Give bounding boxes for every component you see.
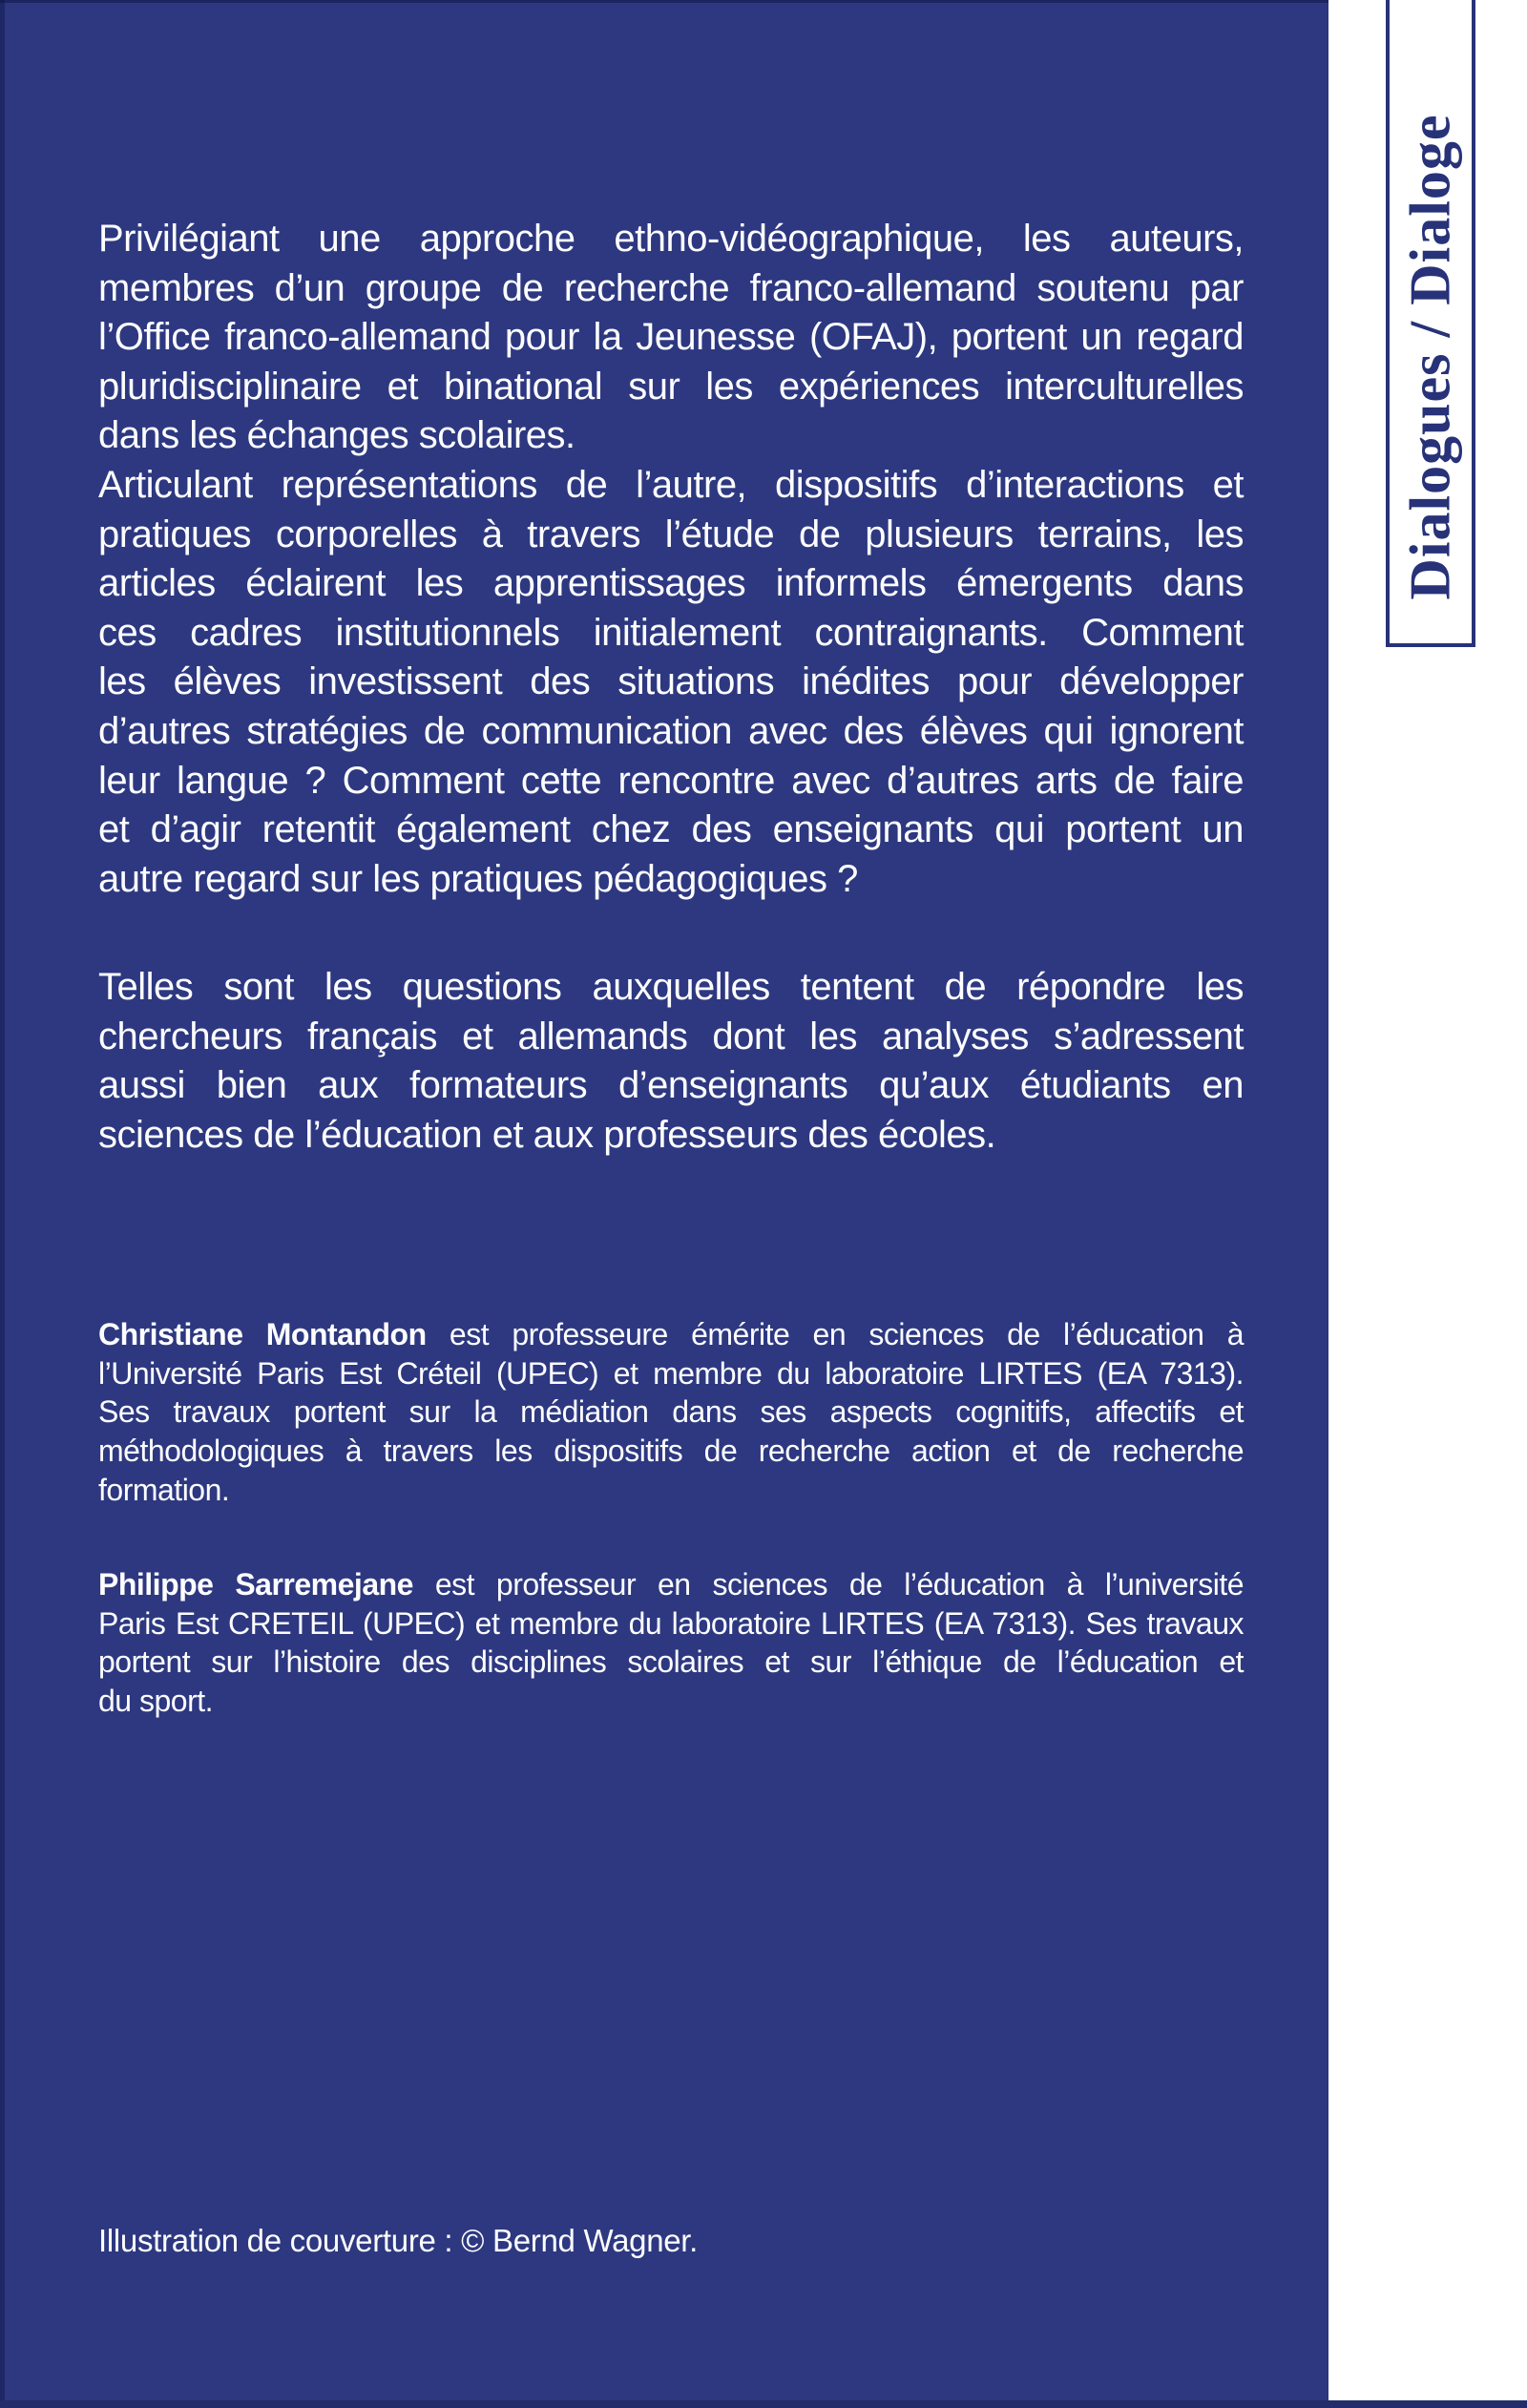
- synopsis-block: [98, 215, 1244, 904]
- text-line: méthodologiques à travers les dispositifs de recherche action et de recherche: [98, 1434, 1244, 1469]
- text-line: aussi bien aux formateurs d’enseignants qu’aux étudiants en: [98, 1064, 1244, 1107]
- cover-left-edge: [0, 0, 5, 2408]
- text-line: membres d’un groupe de recherche franco-allemand soutenu par: [98, 266, 1244, 309]
- audience-paragraph: [98, 963, 1244, 1160]
- text-line: d’autres stratégies de communication avec des élèves qui ignorent: [98, 709, 1244, 752]
- text-line: sciences de l’éducation et aux professeurs des écoles.: [98, 1113, 996, 1156]
- text-line: [98, 1315, 1244, 1354]
- text-line: Paris Est CRETEIL (UPEC) et membre du laboratoire LIRTES (EA 7313). Ses travaux: [98, 1605, 1244, 1641]
- bio-text: est professeure émérite en sciences de l’éducation à: [426, 1317, 1245, 1351]
- text-line: et d’agir retentit également chez des enseignants qui portent un: [98, 808, 1244, 851]
- cover-illustration-credit: Illustration de couverture : © Bernd Wagner.: [98, 2223, 699, 2258]
- text-line: l’Office franco-allemand pour la Jeunesse (OFAJ), portent un regard: [98, 316, 1244, 359]
- text-line: portent sur l’histoire des disciplines scolaires et sur l’éthique de l’éducation et: [98, 1644, 1244, 1680]
- text-line: formation.: [98, 1472, 230, 1507]
- text-line: Telles sont les questions auxquelles tentent de répondre les: [98, 966, 1244, 1008]
- collection-strip: [1328, 0, 1527, 2408]
- page-bottom-edge: [0, 2400, 1527, 2408]
- author-name: Philippe Sarremejane: [98, 1567, 413, 1602]
- collection-title: Dialogues / Dialoge: [1398, 114, 1462, 600]
- text-line: leur langue ? Comment cette rencontre avec d’autres arts de faire: [98, 759, 1244, 802]
- text-line: Privilégiant une approche ethno-vidéographique, les auteurs,: [98, 218, 1244, 260]
- author-bio-montandon: [98, 1315, 1244, 1510]
- author-name: Christiane Montandon: [98, 1317, 427, 1351]
- text-line: pluridisciplinaire et binational sur les expériences interculturelles: [98, 365, 1244, 408]
- text-line: chercheurs français et allemands dont les analyses s’adressent: [98, 1015, 1244, 1057]
- text-line: dans les échanges scolaires.: [98, 414, 575, 457]
- text-line: articles éclairent les apprentissages informels émergents dans: [98, 562, 1244, 605]
- text-line: Ses travaux portent sur la médiation dans ses aspects cognitifs, affectifs et: [98, 1394, 1244, 1430]
- text-line: Articulant représentations de l’autre, dispositifs d’interactions et: [98, 463, 1244, 506]
- text-line: autre regard sur les pratiques pédagogiques ?: [98, 857, 858, 900]
- collection-title-box: [1386, 0, 1475, 647]
- text-line: [98, 1565, 1244, 1604]
- text-line: pratiques corporelles à travers l’étude de plusieurs terrains, les: [98, 513, 1244, 555]
- text-line: l’Université Paris Est Créteil (UPEC) et membre du laboratoire LIRTES (EA 7313).: [98, 1355, 1244, 1391]
- cover-top-edge: [0, 0, 1328, 3]
- author-bio-sarremejane: [98, 1565, 1244, 1721]
- bio-text: est professeur en sciences de l’éducation à l’université: [412, 1567, 1245, 1602]
- text-line: du sport.: [98, 1684, 214, 1719]
- text-line: les élèves investissent des situations inédites pour développer: [98, 660, 1244, 703]
- text-line: ces cadres institutionnels initialement contraignants. Comment: [98, 611, 1244, 654]
